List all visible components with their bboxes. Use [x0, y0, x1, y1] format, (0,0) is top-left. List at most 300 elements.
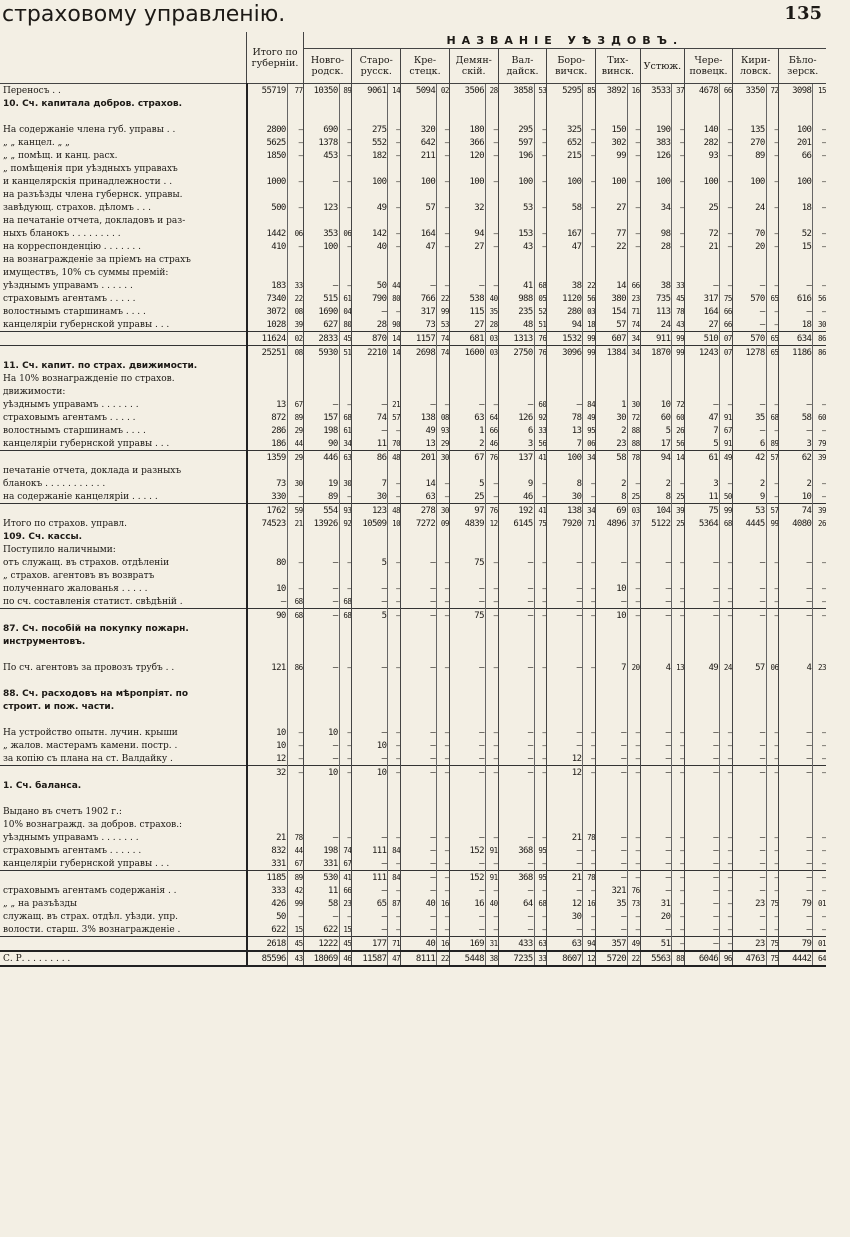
kopecks-cell: — — [627, 477, 640, 490]
label-column-header — [0, 32, 247, 84]
kopecks-cell: — — [627, 923, 640, 937]
rubles-cell: 100 — [596, 175, 628, 188]
rubles-cell — [449, 464, 485, 477]
total-kopecks-cell — [287, 359, 303, 372]
row-label: канцеляріи губернской управы . . . — [3, 858, 170, 869]
total-rubles-cell — [247, 674, 287, 687]
row-label: уѣзднымъ управамъ . . . . . . . — [3, 399, 139, 410]
kopecks-cell — [583, 779, 596, 792]
total-kopecks-cell: 21 — [287, 517, 303, 530]
rubles-cell: 100 — [352, 175, 388, 188]
rubles-cell — [352, 635, 388, 648]
kopecks-cell — [534, 674, 547, 687]
total-kopecks-cell: 67 — [287, 857, 303, 871]
rubles-cell: — — [685, 844, 720, 857]
rubles-cell — [685, 713, 720, 726]
kopecks-cell — [534, 792, 547, 805]
kopecks-cell: — — [485, 831, 498, 844]
kopecks-cell: — — [627, 227, 640, 240]
rubles-cell: — — [498, 831, 534, 844]
kopecks-cell — [813, 530, 826, 543]
kopecks-cell — [339, 648, 352, 661]
rubles-cell: — — [685, 766, 720, 780]
kopecks-cell — [437, 162, 450, 175]
kopecks-cell — [583, 110, 596, 123]
kopecks-cell — [339, 266, 352, 279]
total-kopecks-cell: 33 — [287, 279, 303, 292]
row-label: волости. старш. 3% вознагражденіе . — [3, 924, 181, 935]
kopecks-cell — [534, 622, 547, 635]
subtotal-row — [0, 451, 826, 465]
rubles-cell: — — [779, 871, 813, 885]
kopecks-cell: — — [485, 910, 498, 923]
rubles-cell — [547, 648, 583, 661]
kopecks-cell — [813, 97, 826, 110]
total-rubles-cell — [247, 569, 287, 582]
kopecks-cell — [485, 792, 498, 805]
rubles-cell: 2 — [449, 437, 485, 451]
kopecks-cell: 15 — [339, 923, 352, 937]
district-header: Кири-ловск. — [732, 49, 779, 84]
rubles-cell — [449, 253, 485, 266]
rubles-cell — [498, 779, 534, 792]
rubles-cell — [401, 622, 437, 635]
rubles-cell: — — [732, 424, 766, 437]
row-label: завѣдующ. страхов. дѣломъ . . . — [3, 202, 151, 213]
kopecks-cell: 64 — [485, 411, 498, 424]
rubles-cell: 142 — [352, 227, 388, 240]
rubles-cell — [352, 464, 388, 477]
kopecks-cell: 30 — [437, 451, 450, 465]
total-rubles-cell: 10 — [247, 582, 287, 595]
rubles-cell: 13926 — [303, 517, 339, 530]
kopecks-cell — [627, 162, 640, 175]
kopecks-cell — [388, 792, 401, 805]
kopecks-cell: — — [485, 490, 498, 504]
kopecks-cell — [720, 635, 733, 648]
total-kopecks-cell: 59 — [287, 504, 303, 518]
kopecks-cell: 71 — [583, 517, 596, 530]
rubles-cell: — — [352, 661, 388, 674]
row-label: уѣзднымъ управамъ . . . . . . . — [3, 832, 139, 843]
kopecks-cell — [339, 188, 352, 201]
rubles-cell: — — [547, 923, 583, 937]
rubles-cell — [303, 464, 339, 477]
rubles-cell — [352, 779, 388, 792]
kopecks-cell: — — [437, 398, 450, 411]
rubles-cell: 100 — [779, 175, 813, 188]
rubles-cell — [685, 792, 720, 805]
kopecks-cell: 68 — [339, 411, 352, 424]
rubles-cell: 111 — [352, 871, 388, 885]
rubles-cell: 766 — [401, 292, 437, 305]
kopecks-cell: 26 — [813, 517, 826, 530]
kopecks-cell: — — [813, 766, 826, 780]
kopecks-cell: — — [437, 752, 450, 766]
total-kopecks-cell: 77 — [287, 84, 303, 98]
kopecks-cell: 93 — [339, 504, 352, 518]
rubles-cell — [640, 622, 672, 635]
rubles-cell — [640, 792, 672, 805]
kopecks-cell: 99 — [437, 305, 450, 318]
kopecks-cell — [720, 818, 733, 831]
kopecks-cell: 03 — [485, 332, 498, 346]
kopecks-cell — [339, 110, 352, 123]
kopecks-cell: 76 — [534, 346, 547, 360]
rubles-cell — [449, 110, 485, 123]
total-kopecks-cell: 67 — [287, 398, 303, 411]
kopecks-cell — [534, 372, 547, 385]
rubles-cell: — — [640, 871, 672, 885]
rubles-cell — [449, 214, 485, 227]
kopecks-cell: 92 — [339, 517, 352, 530]
kopecks-cell: 03 — [485, 346, 498, 360]
kopecks-cell — [672, 805, 685, 818]
rubles-cell: 21 — [685, 240, 720, 253]
total-kopecks-cell: 43 — [287, 951, 303, 966]
kopecks-cell: 56 — [534, 437, 547, 451]
rubles-cell: 10 — [352, 739, 388, 752]
rubles-cell — [779, 713, 813, 726]
row-label: 87. Сч. пособій на покупку пожарн. — [3, 623, 189, 634]
row-label: 109. Сч. кассы. — [3, 531, 83, 542]
rubles-cell: 201 — [779, 136, 813, 149]
kopecks-cell: 60 — [672, 411, 685, 424]
kopecks-cell — [766, 622, 779, 635]
table-row — [0, 175, 826, 188]
rubles-cell — [352, 805, 388, 818]
kopecks-cell: — — [485, 884, 498, 897]
rubles-cell — [303, 188, 339, 201]
section-heading-row — [0, 687, 826, 700]
kopecks-cell: 99 — [720, 504, 733, 518]
rubles-cell — [498, 674, 534, 687]
kopecks-cell: 51 — [534, 318, 547, 332]
kopecks-cell — [437, 110, 450, 123]
row-label: страховымъ агентамъ . . . . . — [3, 293, 136, 304]
kopecks-cell: — — [627, 739, 640, 752]
kopecks-cell: — — [388, 240, 401, 253]
table-row — [0, 162, 826, 175]
kopecks-cell: — — [437, 123, 450, 136]
table-row — [0, 227, 826, 240]
rubles-cell: — — [449, 857, 485, 871]
kopecks-cell: 14 — [388, 84, 401, 98]
rubles-cell — [779, 214, 813, 227]
kopecks-cell: — — [534, 661, 547, 674]
table-row — [0, 517, 826, 530]
kopecks-cell: — — [766, 871, 779, 885]
rubles-cell: — — [401, 609, 437, 623]
kopecks-cell: — — [720, 175, 733, 188]
rubles-cell: 9061 — [352, 84, 388, 98]
kopecks-cell: 39 — [672, 504, 685, 518]
rubles-cell: 20 — [640, 910, 672, 923]
total-kopecks-cell — [287, 188, 303, 201]
kopecks-cell: — — [766, 490, 779, 504]
rubles-cell: 90 — [303, 437, 339, 451]
kopecks-cell: — — [583, 766, 596, 780]
rubles-cell: — — [498, 857, 534, 871]
rubles-cell: 911 — [640, 332, 672, 346]
kopecks-cell — [627, 622, 640, 635]
rubles-cell — [401, 372, 437, 385]
rubles-cell: 2 — [596, 424, 628, 437]
kopecks-cell: — — [583, 149, 596, 162]
kopecks-cell: 64 — [813, 951, 826, 966]
rubles-cell — [401, 385, 437, 398]
kopecks-cell: — — [534, 609, 547, 623]
kopecks-cell: 57 — [766, 451, 779, 465]
rubles-cell: 10 — [779, 490, 813, 504]
kopecks-cell: 25 — [627, 490, 640, 504]
kopecks-cell — [720, 687, 733, 700]
kopecks-cell: — — [437, 923, 450, 937]
kopecks-cell: — — [388, 477, 401, 490]
total-kopecks-cell: 68 — [287, 609, 303, 623]
kopecks-cell: — — [388, 726, 401, 739]
kopecks-cell: — — [672, 937, 685, 952]
rubles-cell — [547, 569, 583, 582]
total-kopecks-cell: 89 — [287, 871, 303, 885]
kopecks-cell: — — [766, 201, 779, 214]
kopecks-cell — [583, 700, 596, 713]
kopecks-cell — [485, 372, 498, 385]
rubles-cell: — — [498, 556, 534, 569]
rubles-cell: 18 — [779, 318, 813, 332]
rubles-cell: 38 — [640, 279, 672, 292]
kopecks-cell: 80 — [388, 292, 401, 305]
kopecks-cell: — — [485, 136, 498, 149]
kopecks-cell: 66 — [627, 279, 640, 292]
district-header: Боро-вичск. — [547, 49, 596, 84]
kopecks-cell: — — [813, 831, 826, 844]
kopecks-cell: — — [437, 609, 450, 623]
total-rubles-cell — [247, 162, 287, 175]
rubles-cell: 79 — [779, 937, 813, 952]
total-kopecks-cell — [287, 674, 303, 687]
kopecks-cell: — — [339, 752, 352, 766]
rubles-cell: 190 — [640, 123, 672, 136]
rubles-cell: 325 — [547, 123, 583, 136]
row-label: печатаніе отчета, доклада и разныхъ — [3, 465, 182, 476]
table-row — [0, 543, 826, 556]
rubles-cell — [449, 818, 485, 831]
rubles-cell — [498, 359, 534, 372]
rubles-cell — [779, 372, 813, 385]
kopecks-cell: — — [813, 923, 826, 937]
kopecks-cell: — — [720, 923, 733, 937]
rubles-cell: 100 — [401, 175, 437, 188]
table-row — [0, 398, 826, 411]
table-row — [0, 318, 826, 332]
rubles-cell: 99 — [596, 149, 628, 162]
kopecks-cell — [388, 359, 401, 372]
rubles-cell — [547, 622, 583, 635]
rubles-cell: — — [779, 726, 813, 739]
rubles-cell: 111 — [352, 844, 388, 857]
rubles-cell: 12 — [547, 897, 583, 910]
total-kopecks-cell — [287, 792, 303, 805]
kopecks-cell: — — [672, 595, 685, 609]
kopecks-cell — [720, 359, 733, 372]
rubles-cell: — — [596, 766, 628, 780]
rubles-cell — [596, 266, 628, 279]
kopecks-cell — [388, 530, 401, 543]
kopecks-cell — [813, 569, 826, 582]
kopecks-cell: — — [766, 726, 779, 739]
kopecks-cell — [813, 110, 826, 123]
rubles-cell: — — [779, 305, 813, 318]
rubles-cell: — — [640, 739, 672, 752]
total-kopecks-cell — [287, 97, 303, 110]
kopecks-cell: — — [672, 556, 685, 569]
section-heading-row — [0, 97, 826, 110]
kopecks-cell: 47 — [388, 951, 401, 966]
rubles-cell: 57 — [401, 201, 437, 214]
table-row — [0, 240, 826, 253]
rubles-cell: 137 — [498, 451, 534, 465]
rubles-cell — [779, 687, 813, 700]
row-label: полученнаго жалованья . . . . . — [3, 583, 148, 594]
total-kopecks-cell: 44 — [287, 844, 303, 857]
kopecks-cell: 45 — [672, 292, 685, 305]
rubles-cell — [640, 359, 672, 372]
kopecks-cell: — — [485, 752, 498, 766]
kopecks-cell: — — [813, 398, 826, 411]
rubles-cell — [547, 818, 583, 831]
kopecks-cell: — — [720, 897, 733, 910]
rubles-cell: — — [352, 884, 388, 897]
kopecks-cell: 06 — [339, 227, 352, 240]
kopecks-cell: — — [388, 910, 401, 923]
kopecks-cell: 68 — [766, 411, 779, 424]
rubles-cell — [303, 779, 339, 792]
rubles-cell — [498, 622, 534, 635]
kopecks-cell: — — [534, 201, 547, 214]
rubles-cell: 18069 — [303, 951, 339, 966]
rubles-cell — [685, 687, 720, 700]
rubles-cell — [352, 792, 388, 805]
kopecks-cell: — — [339, 739, 352, 752]
rubles-cell: 6046 — [685, 951, 720, 966]
kopecks-cell — [485, 188, 498, 201]
kopecks-cell: — — [813, 490, 826, 504]
row-label — [0, 332, 247, 346]
kopecks-cell — [720, 648, 733, 661]
kopecks-cell: 79 — [813, 437, 826, 451]
kopecks-cell: 16 — [627, 84, 640, 98]
rubles-cell: 15 — [779, 240, 813, 253]
kopecks-cell: — — [813, 910, 826, 923]
kopecks-cell: — — [627, 201, 640, 214]
kopecks-cell: — — [388, 227, 401, 240]
rubles-cell: 14 — [596, 279, 628, 292]
rubles-cell: — — [401, 884, 437, 897]
kopecks-cell — [627, 700, 640, 713]
rubles-cell — [596, 162, 628, 175]
kopecks-cell: 21 — [388, 398, 401, 411]
rubles-cell — [352, 700, 388, 713]
kopecks-cell: — — [534, 884, 547, 897]
subtotal-row — [0, 332, 826, 346]
total-rubles-cell: 1000 — [247, 175, 287, 188]
rubles-cell — [685, 266, 720, 279]
rubles-cell: 280 — [547, 305, 583, 318]
kopecks-cell: — — [339, 726, 352, 739]
rubles-cell — [596, 687, 628, 700]
rubles-cell: — — [732, 398, 766, 411]
rubles-cell: — — [779, 831, 813, 844]
kopecks-cell: — — [583, 201, 596, 214]
kopecks-cell: 22 — [583, 279, 596, 292]
rubles-cell: 6 — [498, 424, 534, 437]
kopecks-cell — [766, 188, 779, 201]
kopecks-cell: 23 — [627, 292, 640, 305]
kopecks-cell: — — [627, 175, 640, 188]
kopecks-cell: 86 — [813, 346, 826, 360]
rubles-cell — [732, 543, 766, 556]
total-rubles-cell: 500 — [247, 201, 287, 214]
kopecks-cell: — — [766, 910, 779, 923]
kopecks-cell: 05 — [534, 292, 547, 305]
total-rubles-cell: 80 — [247, 556, 287, 569]
running-title: страховому управленію. — [2, 2, 286, 27]
kopecks-cell — [339, 543, 352, 556]
rubles-cell — [596, 569, 628, 582]
row-label: движимости: — [3, 386, 66, 397]
rubles-cell: — — [498, 661, 534, 674]
rubles-cell — [303, 713, 339, 726]
rubles-cell: 1 — [449, 424, 485, 437]
kopecks-cell: 80 — [339, 318, 352, 332]
row-label — [0, 504, 247, 518]
rubles-cell: 4896 — [596, 517, 628, 530]
kopecks-cell — [766, 648, 779, 661]
kopecks-cell: — — [627, 844, 640, 857]
kopecks-cell: — — [720, 398, 733, 411]
rubles-cell: 8 — [640, 490, 672, 504]
kopecks-cell — [485, 385, 498, 398]
row-label: на корреспонденцію . . . . . . . — [3, 241, 141, 252]
rubles-cell: — — [732, 766, 766, 780]
total-kopecks-cell: — — [287, 582, 303, 595]
total-kopecks-cell: — — [287, 136, 303, 149]
rubles-cell: — — [685, 556, 720, 569]
rubles-cell: — — [449, 752, 485, 766]
rubles-cell — [303, 372, 339, 385]
kopecks-cell: — — [339, 766, 352, 780]
rubles-cell: 46 — [498, 490, 534, 504]
total-kopecks-cell: — — [287, 240, 303, 253]
kopecks-cell: 78 — [627, 451, 640, 465]
kopecks-cell: — — [437, 726, 450, 739]
kopecks-cell: — — [627, 871, 640, 885]
rubles-cell: 100 — [547, 451, 583, 465]
kopecks-cell: — — [437, 766, 450, 780]
rubles-cell: — — [449, 582, 485, 595]
rubles-cell — [779, 162, 813, 175]
kopecks-cell: — — [720, 726, 733, 739]
rubles-cell: 6145 — [498, 517, 534, 530]
kopecks-cell: — — [813, 175, 826, 188]
table-row — [0, 818, 826, 831]
total-kopecks-cell: 99 — [287, 897, 303, 910]
rubles-cell — [449, 635, 485, 648]
kopecks-cell: — — [388, 136, 401, 149]
row-label: и канцелярскія принадлежности . . — [3, 176, 173, 187]
rubles-cell — [732, 214, 766, 227]
